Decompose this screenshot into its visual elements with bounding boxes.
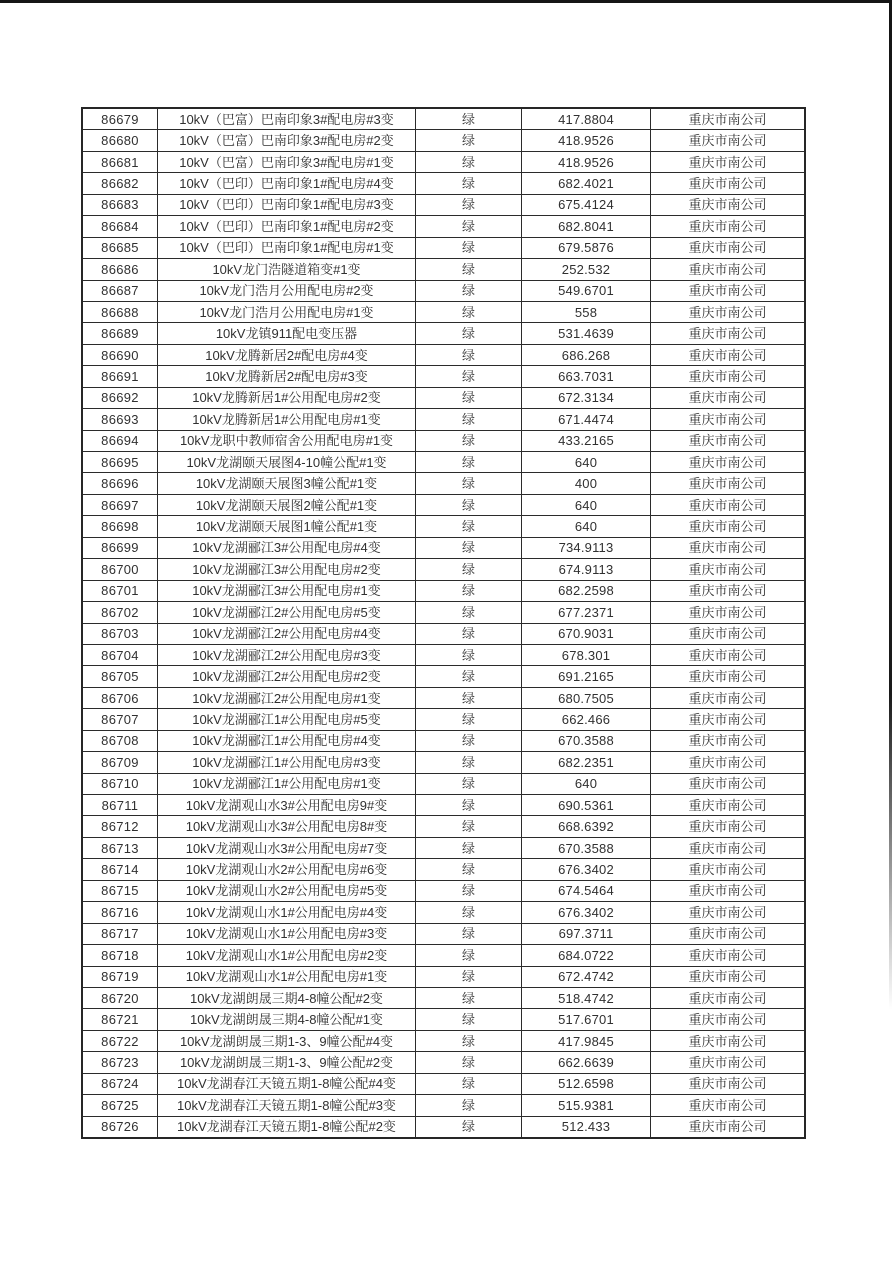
status-cell: 绿	[416, 280, 522, 301]
table-row	[82, 602, 805, 623]
id-cell: 86687	[82, 280, 158, 301]
value-cell: 679.5876	[522, 237, 651, 258]
name-cell: 10kV（巴印）巴南印象1#配电房#1变	[158, 237, 416, 258]
name-cell: 10kV（巴印）巴南印象1#配电房#2变	[158, 216, 416, 237]
id-cell: 86718	[82, 945, 158, 966]
table-row	[82, 1052, 805, 1073]
value-cell: 674.5464	[522, 880, 651, 901]
status-cell: 绿	[416, 880, 522, 901]
status-cell: 绿	[416, 430, 522, 451]
table-row	[82, 730, 805, 751]
value-cell: 517.6701	[522, 1009, 651, 1030]
name-cell: 10kV龙湖颐天展图2幢公配#1变	[158, 494, 416, 515]
name-cell: 10kV龙湖郦江1#公用配电房#5变	[158, 709, 416, 730]
name-cell: 10kV（巴富）巴南印象3#配电房#1变	[158, 151, 416, 172]
table-row	[82, 216, 805, 237]
id-cell: 86710	[82, 773, 158, 794]
company-cell: 重庆市南公司	[651, 366, 806, 387]
value-cell: 640	[522, 516, 651, 537]
name-cell: 10kV龙湖郦江3#公用配电房#2变	[158, 559, 416, 580]
company-cell: 重庆市南公司	[651, 387, 806, 408]
company-cell: 重庆市南公司	[651, 108, 806, 130]
name-cell: 10kV龙湖朗晟三期4-8幢公配#2变	[158, 987, 416, 1008]
company-cell: 重庆市南公司	[651, 237, 806, 258]
table-row	[82, 644, 805, 665]
company-cell: 重庆市南公司	[651, 1116, 806, 1138]
id-cell: 86702	[82, 602, 158, 623]
status-cell: 绿	[416, 859, 522, 880]
table-row	[82, 259, 805, 280]
name-cell: 10kV（巴富）巴南印象3#配电房#3变	[158, 108, 416, 130]
table-row	[82, 151, 805, 172]
table-row	[82, 194, 805, 215]
name-cell: 10kV龙湖郦江1#公用配电房#1变	[158, 773, 416, 794]
company-cell: 重庆市南公司	[651, 344, 806, 365]
name-cell: 10kV龙湖郦江2#公用配电房#3变	[158, 644, 416, 665]
status-cell: 绿	[416, 623, 522, 644]
status-cell: 绿	[416, 666, 522, 687]
company-cell: 重庆市南公司	[651, 452, 806, 473]
company-cell: 重庆市南公司	[651, 409, 806, 430]
status-cell: 绿	[416, 173, 522, 194]
id-cell: 86703	[82, 623, 158, 644]
status-cell: 绿	[416, 602, 522, 623]
id-cell: 86712	[82, 816, 158, 837]
company-cell: 重庆市南公司	[651, 902, 806, 923]
id-cell: 86700	[82, 559, 158, 580]
company-cell: 重庆市南公司	[651, 623, 806, 644]
status-cell: 绿	[416, 237, 522, 258]
value-cell: 686.268	[522, 344, 651, 365]
company-cell: 重庆市南公司	[651, 687, 806, 708]
company-cell: 重庆市南公司	[651, 709, 806, 730]
status-cell: 绿	[416, 344, 522, 365]
name-cell: 10kV龙湖观山水2#公用配电房#5变	[158, 880, 416, 901]
value-cell: 684.0722	[522, 945, 651, 966]
name-cell: 10kV龙湖颐天展图3幢公配#1变	[158, 473, 416, 494]
id-cell: 86724	[82, 1073, 158, 1094]
table-row	[82, 580, 805, 601]
company-cell: 重庆市南公司	[651, 559, 806, 580]
status-cell: 绿	[416, 837, 522, 858]
status-cell: 绿	[416, 452, 522, 473]
value-cell: 671.4474	[522, 409, 651, 430]
company-cell: 重庆市南公司	[651, 859, 806, 880]
name-cell: 10kV龙湖郦江3#公用配电房#1变	[158, 580, 416, 601]
id-cell: 86725	[82, 1095, 158, 1116]
id-cell: 86706	[82, 687, 158, 708]
status-cell: 绿	[416, 1095, 522, 1116]
name-cell: 10kV龙湖郦江2#公用配电房#1变	[158, 687, 416, 708]
value-cell: 433.2165	[522, 430, 651, 451]
company-cell: 重庆市南公司	[651, 1052, 806, 1073]
table-row	[82, 173, 805, 194]
table-row	[82, 387, 805, 408]
id-cell: 86697	[82, 494, 158, 515]
id-cell: 86693	[82, 409, 158, 430]
table-row	[82, 1009, 805, 1030]
name-cell: 10kV龙腾新居1#公用配电房#1变	[158, 409, 416, 430]
id-cell: 86717	[82, 923, 158, 944]
id-cell: 86726	[82, 1116, 158, 1138]
status-cell: 绿	[416, 1009, 522, 1030]
value-cell: 680.7505	[522, 687, 651, 708]
name-cell: 10kV龙湖颐天展图4-10幢公配#1变	[158, 452, 416, 473]
value-cell: 670.3588	[522, 837, 651, 858]
value-cell: 512.6598	[522, 1073, 651, 1094]
name-cell: 10kV龙镇911配电变压器	[158, 323, 416, 344]
table-row	[82, 816, 805, 837]
id-cell: 86714	[82, 859, 158, 880]
name-cell: 10kV龙门浩月公用配电房#1变	[158, 301, 416, 322]
name-cell: 10kV龙腾新居1#公用配电房#2变	[158, 387, 416, 408]
status-cell: 绿	[416, 409, 522, 430]
table-row	[82, 323, 805, 344]
value-cell: 417.9845	[522, 1030, 651, 1051]
table-row	[82, 837, 805, 858]
company-cell: 重庆市南公司	[651, 987, 806, 1008]
status-cell: 绿	[416, 687, 522, 708]
value-cell: 678.301	[522, 644, 651, 665]
id-cell: 86701	[82, 580, 158, 601]
value-cell: 512.433	[522, 1116, 651, 1138]
id-cell: 86688	[82, 301, 158, 322]
status-cell: 绿	[416, 559, 522, 580]
company-cell: 重庆市南公司	[651, 837, 806, 858]
name-cell: 10kV龙湖春江天镜五期1-8幢公配#4变	[158, 1073, 416, 1094]
company-cell: 重庆市南公司	[651, 816, 806, 837]
status-cell: 绿	[416, 1116, 522, 1138]
name-cell: 10kV龙湖观山水2#公用配电房#6变	[158, 859, 416, 880]
status-cell: 绿	[416, 387, 522, 408]
id-cell: 86696	[82, 473, 158, 494]
company-cell: 重庆市南公司	[651, 194, 806, 215]
status-cell: 绿	[416, 945, 522, 966]
company-cell: 重庆市南公司	[651, 280, 806, 301]
id-cell: 86691	[82, 366, 158, 387]
value-cell: 663.7031	[522, 366, 651, 387]
name-cell: 10kV（巴印）巴南印象1#配电房#3变	[158, 194, 416, 215]
status-cell: 绿	[416, 795, 522, 816]
company-cell: 重庆市南公司	[651, 795, 806, 816]
status-cell: 绿	[416, 816, 522, 837]
id-cell: 86723	[82, 1052, 158, 1073]
id-cell: 86698	[82, 516, 158, 537]
value-cell: 682.4021	[522, 173, 651, 194]
company-cell: 重庆市南公司	[651, 151, 806, 172]
status-cell: 绿	[416, 730, 522, 751]
value-cell: 682.8041	[522, 216, 651, 237]
table-row	[82, 473, 805, 494]
id-cell: 86699	[82, 537, 158, 558]
name-cell: 10kV龙湖观山水1#公用配电房#4变	[158, 902, 416, 923]
table-row	[82, 559, 805, 580]
name-cell: 10kV龙湖朗晟三期1-3、9幢公配#2变	[158, 1052, 416, 1073]
name-cell: 10kV龙湖郦江2#公用配电房#5变	[158, 602, 416, 623]
id-cell: 86715	[82, 880, 158, 901]
id-cell: 86694	[82, 430, 158, 451]
status-cell: 绿	[416, 580, 522, 601]
status-cell: 绿	[416, 323, 522, 344]
company-cell: 重庆市南公司	[651, 430, 806, 451]
table-row	[82, 1030, 805, 1051]
name-cell: 10kV龙湖观山水3#公用配电房8#变	[158, 816, 416, 837]
company-cell: 重庆市南公司	[651, 216, 806, 237]
status-cell: 绿	[416, 301, 522, 322]
name-cell: 10kV龙湖春江天镜五期1-8幢公配#3变	[158, 1095, 416, 1116]
name-cell: 10kV（巴印）巴南印象1#配电房#4变	[158, 173, 416, 194]
status-cell: 绿	[416, 216, 522, 237]
value-cell: 690.5361	[522, 795, 651, 816]
table-row	[82, 795, 805, 816]
id-cell: 86722	[82, 1030, 158, 1051]
status-cell: 绿	[416, 644, 522, 665]
value-cell: 531.4639	[522, 323, 651, 344]
name-cell: 10kV龙湖郦江2#公用配电房#2变	[158, 666, 416, 687]
company-cell: 重庆市南公司	[651, 259, 806, 280]
table-row	[82, 130, 805, 151]
value-cell: 734.9113	[522, 537, 651, 558]
value-cell: 662.6639	[522, 1052, 651, 1073]
table-row	[82, 280, 805, 301]
company-cell: 重庆市南公司	[651, 130, 806, 151]
value-cell: 697.3711	[522, 923, 651, 944]
table-row	[82, 859, 805, 880]
equipment-table	[81, 107, 806, 1139]
equipment-table-container	[81, 107, 798, 1139]
name-cell: 10kV龙湖观山水3#公用配电房9#变	[158, 795, 416, 816]
status-cell: 绿	[416, 987, 522, 1008]
name-cell: 10kV龙腾新居2#配电房#3变	[158, 366, 416, 387]
status-cell: 绿	[416, 752, 522, 773]
name-cell: 10kV龙职中教师宿舍公用配电房#1变	[158, 430, 416, 451]
company-cell: 重庆市南公司	[651, 752, 806, 773]
value-cell: 677.2371	[522, 602, 651, 623]
value-cell: 640	[522, 494, 651, 515]
name-cell: 10kV龙湖观山水1#公用配电房#1变	[158, 966, 416, 987]
status-cell: 绿	[416, 537, 522, 558]
id-cell: 86682	[82, 173, 158, 194]
value-cell: 674.9113	[522, 559, 651, 580]
company-cell: 重庆市南公司	[651, 880, 806, 901]
id-cell: 86721	[82, 1009, 158, 1030]
company-cell: 重庆市南公司	[651, 923, 806, 944]
table-row	[82, 494, 805, 515]
id-cell: 86684	[82, 216, 158, 237]
company-cell: 重庆市南公司	[651, 1095, 806, 1116]
company-cell: 重庆市南公司	[651, 644, 806, 665]
name-cell: 10kV龙湖郦江1#公用配电房#3变	[158, 752, 416, 773]
id-cell: 86716	[82, 902, 158, 923]
table-row	[82, 623, 805, 644]
name-cell: 10kV龙湖观山水3#公用配电房#7变	[158, 837, 416, 858]
status-cell: 绿	[416, 108, 522, 130]
table-row	[82, 666, 805, 687]
id-cell: 86707	[82, 709, 158, 730]
name-cell: 10kV龙湖朗晟三期4-8幢公配#1变	[158, 1009, 416, 1030]
value-cell: 515.9381	[522, 1095, 651, 1116]
table-row	[82, 537, 805, 558]
table-row	[82, 987, 805, 1008]
value-cell: 672.3134	[522, 387, 651, 408]
company-cell: 重庆市南公司	[651, 666, 806, 687]
value-cell: 682.2598	[522, 580, 651, 601]
table-row	[82, 687, 805, 708]
status-cell: 绿	[416, 709, 522, 730]
company-cell: 重庆市南公司	[651, 473, 806, 494]
table-row	[82, 409, 805, 430]
table-row	[82, 1073, 805, 1094]
value-cell: 640	[522, 452, 651, 473]
company-cell: 重庆市南公司	[651, 773, 806, 794]
id-cell: 86692	[82, 387, 158, 408]
company-cell: 重庆市南公司	[651, 537, 806, 558]
company-cell: 重庆市南公司	[651, 1030, 806, 1051]
name-cell: 10kV龙门浩隧道箱变#1变	[158, 259, 416, 280]
equipment-table-body	[82, 108, 805, 1138]
status-cell: 绿	[416, 923, 522, 944]
value-cell: 670.9031	[522, 623, 651, 644]
id-cell: 86681	[82, 151, 158, 172]
name-cell: 10kV龙门浩月公用配电房#2变	[158, 280, 416, 301]
id-cell: 86689	[82, 323, 158, 344]
name-cell: 10kV龙湖观山水1#公用配电房#2变	[158, 945, 416, 966]
value-cell: 675.4124	[522, 194, 651, 215]
table-row	[82, 945, 805, 966]
status-cell: 绿	[416, 194, 522, 215]
table-row	[82, 773, 805, 794]
table-row	[82, 709, 805, 730]
value-cell: 668.6392	[522, 816, 651, 837]
status-cell: 绿	[416, 1030, 522, 1051]
id-cell: 86679	[82, 108, 158, 130]
company-cell: 重庆市南公司	[651, 730, 806, 751]
id-cell: 86680	[82, 130, 158, 151]
value-cell: 549.6701	[522, 280, 651, 301]
id-cell: 86709	[82, 752, 158, 773]
name-cell: 10kV龙湖颐天展图1幢公配#1变	[158, 516, 416, 537]
id-cell: 86705	[82, 666, 158, 687]
value-cell: 252.532	[522, 259, 651, 280]
table-row	[82, 1095, 805, 1116]
table-row	[82, 108, 805, 130]
table-row	[82, 516, 805, 537]
value-cell: 400	[522, 473, 651, 494]
id-cell: 86711	[82, 795, 158, 816]
page-top-edge	[0, 0, 892, 3]
company-cell: 重庆市南公司	[651, 602, 806, 623]
company-cell: 重庆市南公司	[651, 173, 806, 194]
name-cell: 10kV龙湖郦江3#公用配电房#4变	[158, 537, 416, 558]
id-cell: 86690	[82, 344, 158, 365]
table-row	[82, 301, 805, 322]
value-cell: 558	[522, 301, 651, 322]
status-cell: 绿	[416, 494, 522, 515]
id-cell: 86685	[82, 237, 158, 258]
status-cell: 绿	[416, 1052, 522, 1073]
table-row	[82, 344, 805, 365]
status-cell: 绿	[416, 1073, 522, 1094]
company-cell: 重庆市南公司	[651, 323, 806, 344]
table-row	[82, 880, 805, 901]
value-cell: 676.3402	[522, 902, 651, 923]
value-cell: 417.8804	[522, 108, 651, 130]
table-row	[82, 430, 805, 451]
table-row	[82, 1116, 805, 1138]
status-cell: 绿	[416, 902, 522, 923]
id-cell: 86686	[82, 259, 158, 280]
value-cell: 418.9526	[522, 130, 651, 151]
value-cell: 676.3402	[522, 859, 651, 880]
company-cell: 重庆市南公司	[651, 301, 806, 322]
status-cell: 绿	[416, 366, 522, 387]
table-row	[82, 923, 805, 944]
name-cell: 10kV龙腾新居2#配电房#4变	[158, 344, 416, 365]
value-cell: 691.2165	[522, 666, 651, 687]
id-cell: 86719	[82, 966, 158, 987]
status-cell: 绿	[416, 130, 522, 151]
name-cell: 10kV龙湖朗晟三期1-3、9幢公配#4变	[158, 1030, 416, 1051]
id-cell: 86708	[82, 730, 158, 751]
table-row	[82, 966, 805, 987]
name-cell: 10kV龙湖观山水1#公用配电房#3变	[158, 923, 416, 944]
id-cell: 86704	[82, 644, 158, 665]
name-cell: 10kV龙湖郦江2#公用配电房#4变	[158, 623, 416, 644]
company-cell: 重庆市南公司	[651, 966, 806, 987]
company-cell: 重庆市南公司	[651, 945, 806, 966]
table-row	[82, 452, 805, 473]
id-cell: 86683	[82, 194, 158, 215]
status-cell: 绿	[416, 773, 522, 794]
company-cell: 重庆市南公司	[651, 494, 806, 515]
value-cell: 672.4742	[522, 966, 651, 987]
id-cell: 86720	[82, 987, 158, 1008]
name-cell: 10kV龙湖郦江1#公用配电房#4变	[158, 730, 416, 751]
status-cell: 绿	[416, 966, 522, 987]
company-cell: 重庆市南公司	[651, 1073, 806, 1094]
status-cell: 绿	[416, 259, 522, 280]
value-cell: 662.466	[522, 709, 651, 730]
name-cell: 10kV（巴富）巴南印象3#配电房#2变	[158, 130, 416, 151]
value-cell: 670.3588	[522, 730, 651, 751]
value-cell: 682.2351	[522, 752, 651, 773]
company-cell: 重庆市南公司	[651, 516, 806, 537]
table-row	[82, 366, 805, 387]
table-row	[82, 752, 805, 773]
id-cell: 86713	[82, 837, 158, 858]
id-cell: 86695	[82, 452, 158, 473]
status-cell: 绿	[416, 473, 522, 494]
name-cell: 10kV龙湖春江天镜五期1-8幢公配#2变	[158, 1116, 416, 1138]
company-cell: 重庆市南公司	[651, 1009, 806, 1030]
value-cell: 518.4742	[522, 987, 651, 1008]
value-cell: 418.9526	[522, 151, 651, 172]
status-cell: 绿	[416, 516, 522, 537]
status-cell: 绿	[416, 151, 522, 172]
value-cell: 640	[522, 773, 651, 794]
table-row	[82, 902, 805, 923]
table-row	[82, 237, 805, 258]
company-cell: 重庆市南公司	[651, 580, 806, 601]
